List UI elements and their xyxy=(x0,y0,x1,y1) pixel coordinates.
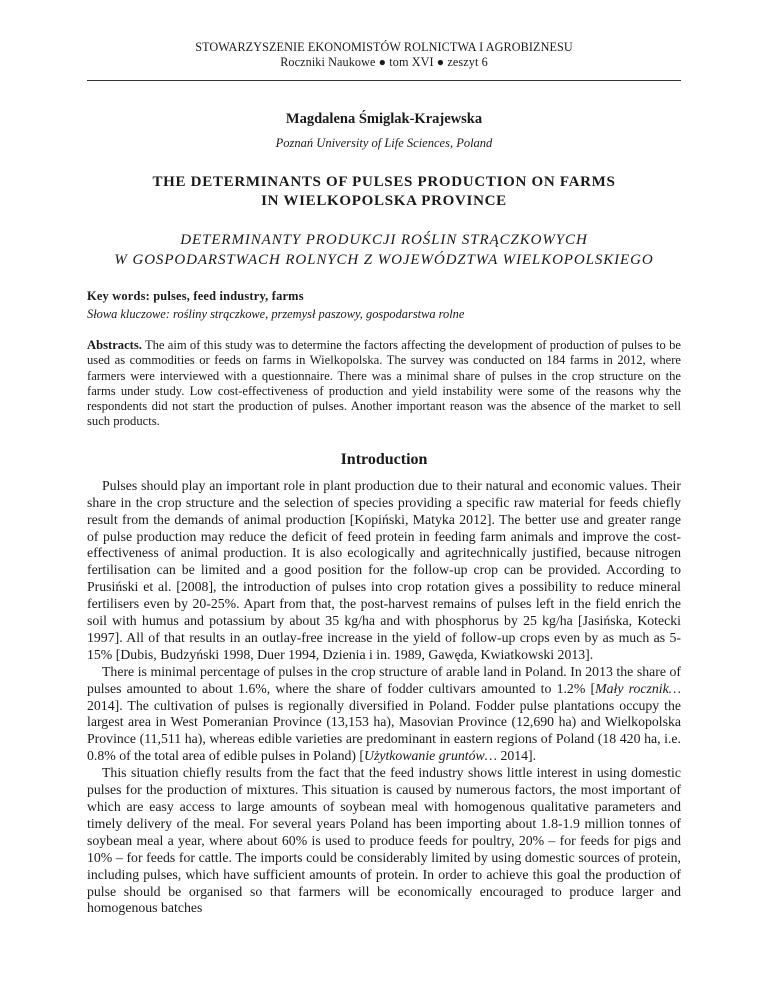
p2-text-c: 2014]. The cultivation of pulses is regionally diversified in Poland. Fodder pulse plantations occupy the largest area in West Pomeranian Province (13,153 ha), Masovian Province (12,690 ha) and Wielkopolska Province (11,511 ha), whereas edible varieties are predominant in eastern regions of Poland (18 420 ha, i.e. 0.8% of the total area of edible pulses in Poland) [ xyxy=(87,697,681,764)
body-paragraph-3: This situation chiefly results from the fact that the feed industry shows little interest in using domestic pulses for the production of mixtures. This situation is caused by numerous factors, the most important of which are easy access to large amounts of soybean meal with homogenous qualitative parameters and timely delivery of the meal. For several years Poland has been importing about 1.8-1.9 million tonnes of soybean meal a year, where about 60% is used to produce feeds for poultry, 20% – for feeds for pigs and 10% – for feeds for cattle. The imports could be considerably limited by using domestic sources of protein, including pulses, which have sufficient amounts of protein. In order to achieve this goal the production of pulse should be organised so that farmers will be economically encouraged to produce larger and homogenous batches xyxy=(87,765,681,916)
keywords-pl: Słowa kluczowe: rośliny strączkowe, przemysł paszowy, gospodarstwa rolne xyxy=(87,307,465,321)
journal-header xyxy=(87,40,681,70)
keywords-en: Key words: pulses, feed industry, farms xyxy=(87,289,304,303)
author-name: Magdalena Śmiglak-Krajewska xyxy=(285,111,483,127)
author-affiliation: Poznań University of Life Sciences, Poland xyxy=(275,136,493,150)
title-en-line-1: THE DETERMINANTS OF PULSES PRODUCTION ON FARMS xyxy=(152,174,616,190)
abstract-text: The aim of this study was to determine the factors affecting the development of production of pulses to be used as commodities or feeds on farms in Wielkopolska. The survey was conducted on 184 farms in 2012, where farmers were interviewed with a questionnaire. There was a minimal share of pulses in the crop structure on the farms under study. Low cost-effectiveness of production and yield instability were some of the reasons why the respondents did not start the production of pulses. Another important reason was the absence of the market to sell such products. xyxy=(87,338,681,429)
body-paragraph-1: Pulses should play an important role in plant production due to their natural and economic values. Their share in the crop structure and the selection of species providing a specific raw material for feeds chiefly result from the demands of animal production [Kopiński, Matyka 2012]. The better use and greater range of pulse production may reduce the deficit of feed protein in feeding farm animals and improve the cost-effectiveness of animal production. It is also ecologically and agritechnically justified, because nitrogen fertilisation can be limited and a good position for the follow-up crop can be provided. According to Prusiński et al. [2008], the introduction of pulses into crop rotation gives a possibility to reduce mineral fertilisers even by 20-25%. Apart from that, the post-harvest remains of pulses left in the field enrich the soil with humus and potassium by about 35 kg/ha and with phosphorus by 25 kg/ha [Jasińska, Kotecki 1997]. All of that results in an outlay-free increase in the yield of follow-up crops even by as much as 5-15% [Dubis, Budzyński 1998, Duer 1994, Dzienia i in. 1989, Gawęda, Kwiatkowski 2013]. xyxy=(87,477,681,662)
p2-text-a: There is minimal percentage of pulses in the crop structure of arable land in Poland. In 2013 the share of pulses amounted to about 1.6%, where the share of fodder cultivars amounted to 1.2% [ xyxy=(87,663,681,696)
header-rule xyxy=(87,80,681,81)
title-en-line-2: IN WIELKOPOLSKA PROVINCE xyxy=(261,193,507,209)
article-page xyxy=(87,40,681,917)
body-paragraph-2 xyxy=(87,664,681,765)
article-title-pl xyxy=(87,230,681,270)
abstract-label: Abstracts. xyxy=(87,338,142,352)
publisher-name: STOWARZYSZENIE EKONOMISTÓW ROLNICTWA I AGROBIZNESU xyxy=(195,40,573,54)
article-title-en xyxy=(87,173,681,211)
citation-uzytkowanie-gruntow: Użytkowanie gruntów… xyxy=(364,748,497,764)
citation-maly-rocznik: Mały rocznik… xyxy=(595,680,681,696)
section-heading: Introduction xyxy=(340,450,428,468)
title-pl-line-2: W GOSPODARSTWACH ROLNYCH Z WOJEWÓDZTWA WIELKOPOLSKIEGO xyxy=(114,252,654,268)
abstract xyxy=(87,338,681,430)
p2-text-e: 2014]. xyxy=(497,748,537,764)
title-pl-line-1: DETERMINANTY PRODUKCJI ROŚLIN STRĄCZKOWYCH xyxy=(180,232,588,248)
journal-issue: Roczniki Naukowe ● tom XVI ● zeszyt 6 xyxy=(280,55,488,69)
